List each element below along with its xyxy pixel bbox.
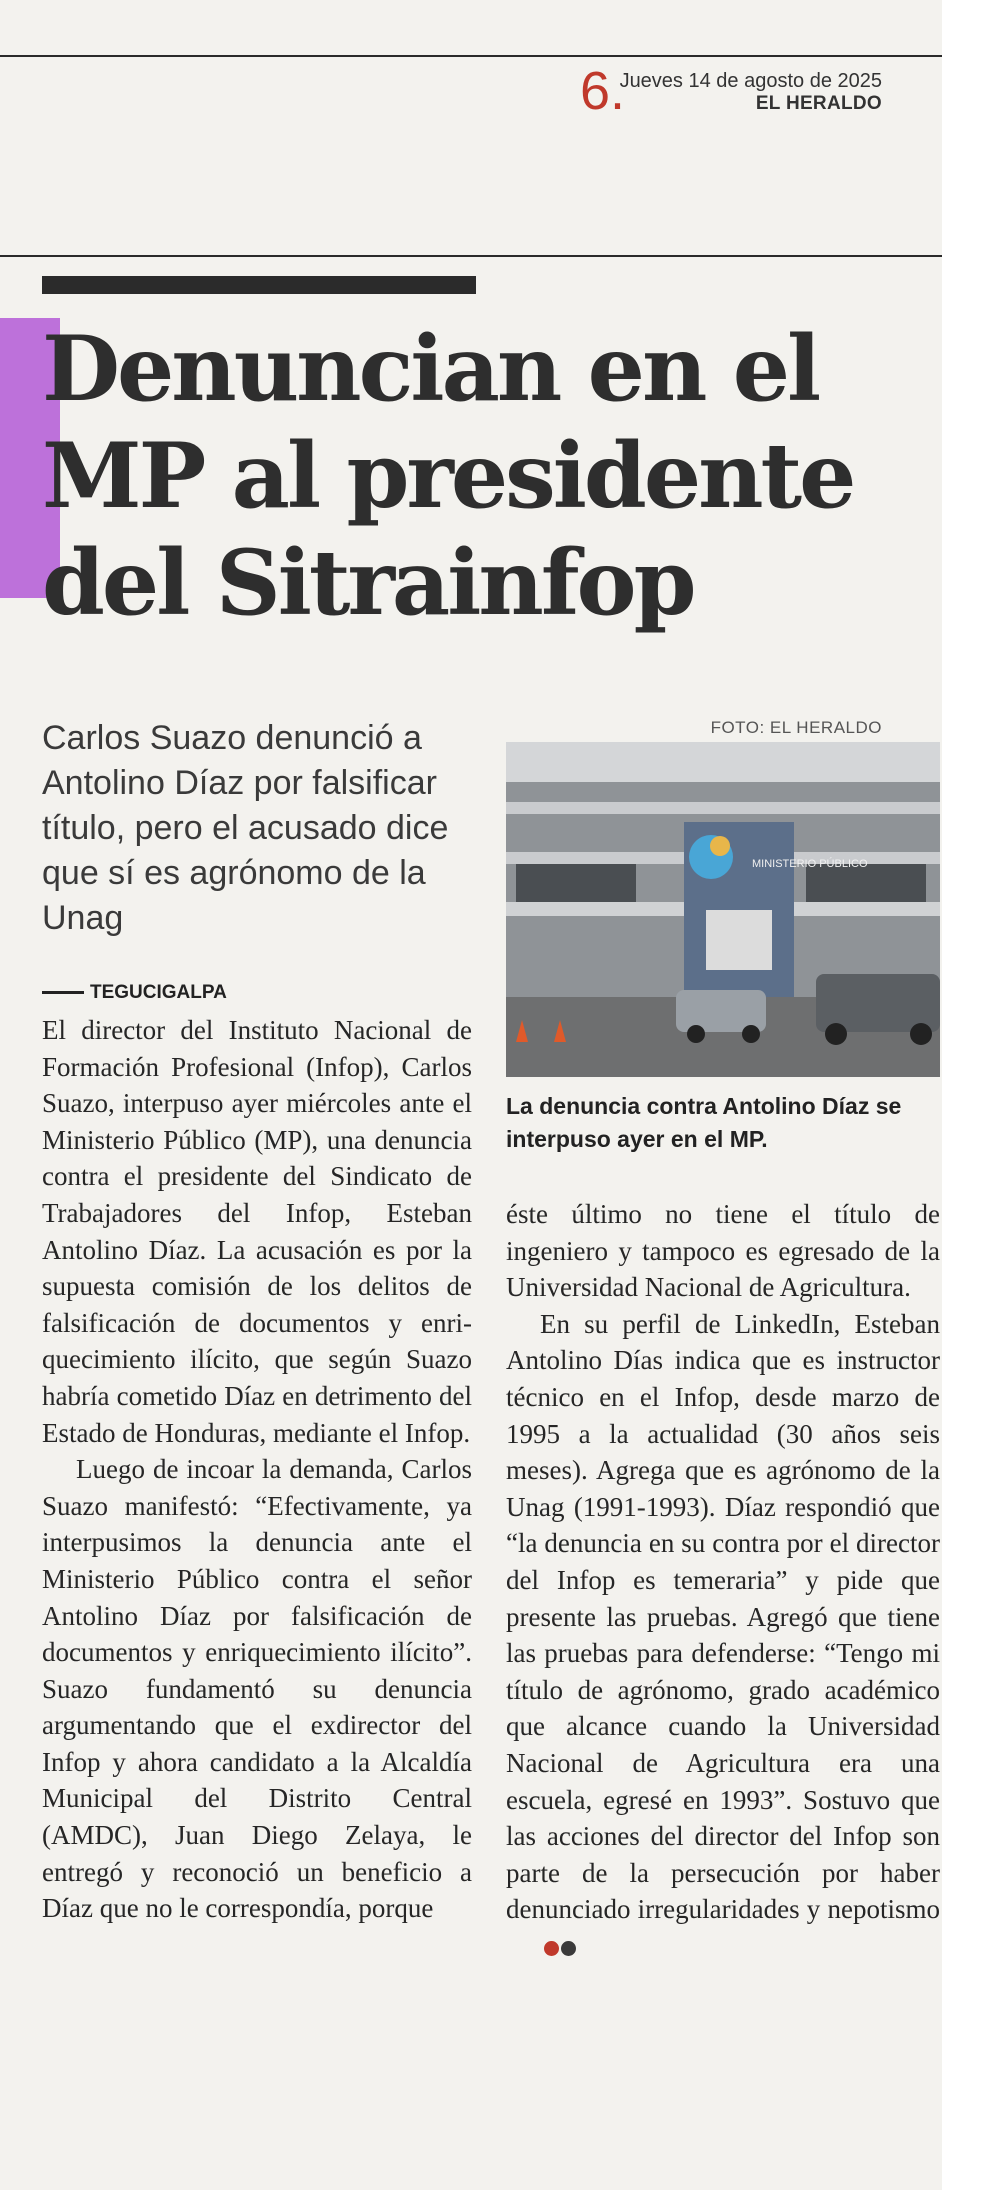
body-column-1 xyxy=(42,1012,472,1927)
paragraph: éste último no tiene el título de ingeniero y tampoco es egresado de la Universidad Nacional de Agricultura. xyxy=(506,1199,940,1303)
paragraph: El director del Instituto Nacional de Formación Profesional (Infop), Carlos Suazo, interpuso ayer miércoles ante el Ministerio Público (MP), una denuncia contra el presidente del Sindicato de Trabajadores del Infop, Esteban Antolino Díaz. La acusación es por la supuesta comisión de los delitos de falsificación de documentos y enriquecimiento ilícito, que según Suazo habría cometido Díaz en detrimento del Estado de Honduras, mediante el Infop. xyxy=(42,1015,472,1448)
building-photo-illustration xyxy=(506,742,940,1077)
paragraph: Luego de incoar la demanda, Carlos Suazo manifestó: “Efectivamente, ya interpusimos la denuncia ante el Ministerio Público contra el señor Antolino Díaz por falsificación de documentos y enriquecimiento ilícito”. Suazo fundamentó su denuncia argumentando que el exdirector del Infop y ahora candidato a la Alcaldía Municipal del Distrito Central (AMDC), Juan Diego Zelaya, le entregó y reconoció un beneficio a Díaz que no le correspondía, porque xyxy=(42,1454,472,1924)
issue-info xyxy=(620,70,882,115)
building-sign: MINISTERIO PÚBLICO xyxy=(752,858,868,870)
paragraph-text: En su perfil de LinkedIn, Esteban Antolino Días indica que es instructor técnico en el Infop, desde marzo de 1995 a la actualidad (30 años seis meses). Agrega que es agrónomo de la Unag (1991-1993). Díaz respondió que “la denuncia en su contra por el director del Infop es temeraria” y pide que presente las pruebas. Agregó que tiene las pruebas para defenderse: “Tengo mi título de agrónomo, grado académico que alcance cuando la Universidad Nacional de Agricultura era una escuela, egresé en 1993”. Sostuvo que las acciones del director del Infop son parte de la persecución por haber denunciado irregularidades y nepotismo xyxy=(506,1308,940,1925)
photo-caption: La denuncia contra Antolino Díaz se interpuso ayer en el MP. xyxy=(506,1093,902,1152)
body-column-2 xyxy=(506,1196,940,1964)
issue-date: Jueves 14 de agosto de 2025 xyxy=(619,70,882,92)
subhead: Carlos Suazo denunció a Antolino Díaz por falsificar título, pero el acusado dice que sí es agrónomo de la Unag xyxy=(42,719,449,937)
photo-credit: FOTO: EL HERALDO xyxy=(710,718,882,737)
kicker-bar xyxy=(42,276,476,294)
page-number: 6. xyxy=(580,61,626,121)
dateline xyxy=(42,982,227,1004)
headline: Denuncian en el MP al presidente del Sitrainfop xyxy=(42,316,854,636)
section-rule xyxy=(0,255,942,257)
top-rule xyxy=(0,55,942,57)
publication-name: EL HERALDO xyxy=(755,93,882,114)
dateline-dash xyxy=(42,991,84,994)
end-mark-icon xyxy=(508,1928,576,1965)
article-photo xyxy=(506,742,940,1077)
dateline-city: TEGUCIGALPA xyxy=(90,982,227,1003)
paragraph xyxy=(506,1306,940,1965)
